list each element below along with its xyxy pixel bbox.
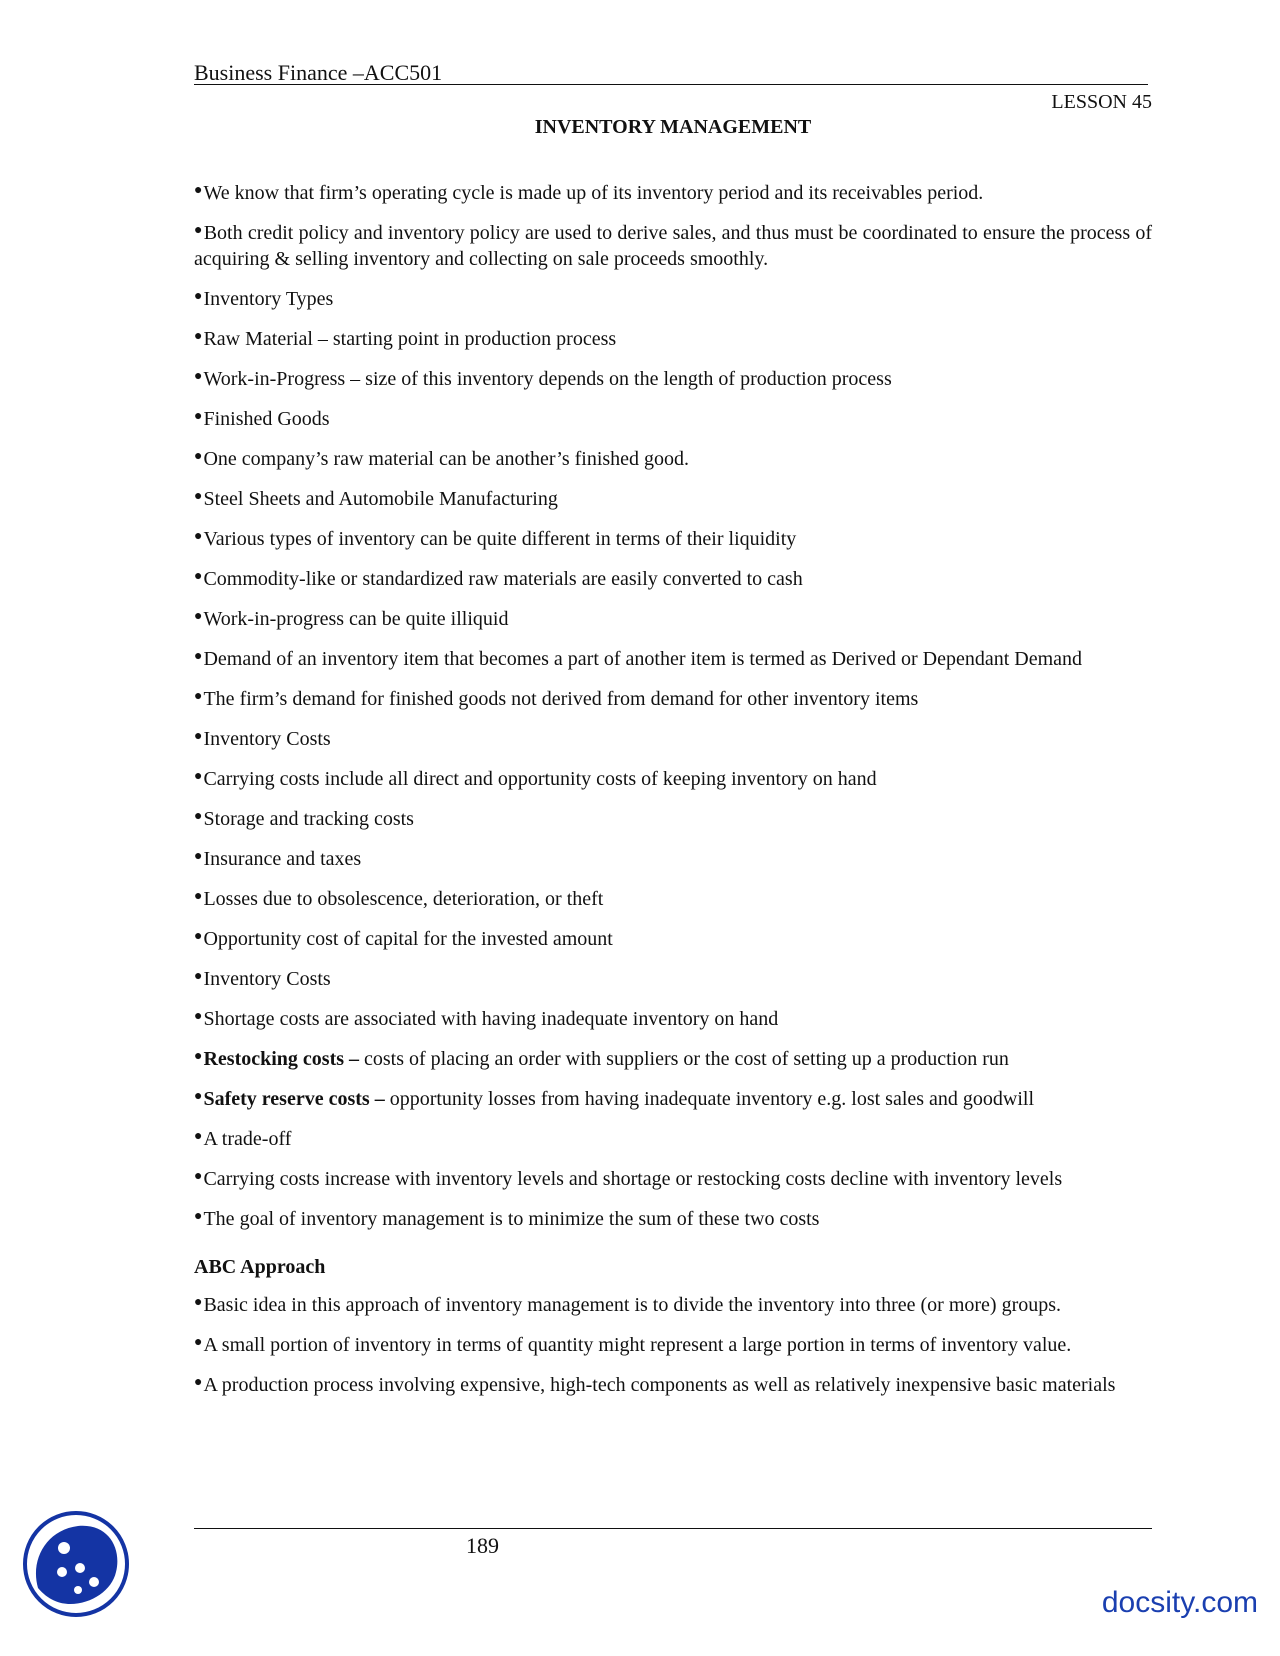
bullet-item: ●Losses due to obsolescence, deterioration, or theft <box>194 888 604 910</box>
bullet-item: ●Carrying costs increase with inventory levels and shortage or restocking costs decline with inventory levels <box>194 1168 1063 1190</box>
page-number: 189 <box>466 1533 499 1558</box>
safety-term: Safety reserve costs – <box>203 1088 385 1110</box>
course-title: Business Finance –ACC501 <box>194 60 443 85</box>
bullet-item: ●Inventory Costs <box>194 728 331 750</box>
footer-divider <box>194 1528 1152 1529</box>
docsity-logo-icon[interactable] <box>22 1510 130 1618</box>
header-divider <box>194 84 1148 85</box>
bullet-item: ●We know that firm’s operating cycle is made up of its inventory period and its receivables period. <box>194 182 984 204</box>
bullet-item: ●One company’s raw material can be another’s finished good. <box>194 448 690 470</box>
section-heading-abc: ABC Approach <box>194 1256 326 1278</box>
bullet-item: ●Work-in-Progress – size of this inventory depends on the length of production process <box>194 368 892 390</box>
restocking-term: Restocking costs – <box>203 1048 360 1070</box>
bullet-item: ●The firm’s demand for finished goods not derived from demand for other inventory items <box>194 688 919 710</box>
bullet-item: ●Shortage costs are associated with having inadequate inventory on hand <box>194 1008 779 1030</box>
bullet-item-safety: ●Safety reserve costs – opportunity losses from having inadequate inventory e.g. lost sales and goodwill <box>194 1088 1035 1110</box>
bullet-item: ●Various types of inventory can be quite different in terms of their liquidity <box>194 528 797 550</box>
bullet-item-restocking: ●Restocking costs – costs of placing an order with suppliers or the cost of setting up a production run <box>194 1048 1009 1070</box>
bullet-item: ●Demand of an inventory item that becomes a part of another item is termed as Derived or Dependant Demand <box>194 648 1083 670</box>
bullet-item: ●Basic idea in this approach of inventory management is to divide the inventory into three (or more) groups. <box>194 1294 1062 1316</box>
bullet-item: ●Inventory Costs <box>194 968 331 990</box>
bullet-item: ●Insurance and taxes <box>194 848 362 870</box>
page-title: INVENTORY MANAGEMENT <box>534 116 812 138</box>
docsity-brand-link[interactable]: docsity.com <box>1101 1586 1258 1619</box>
bullet-item: ●Commodity-like or standardized raw materials are easily converted to cash <box>194 568 803 590</box>
bullet-item: ●A production process involving expensive, high-tech components as well as relatively inexpensive basic materials <box>194 1374 1116 1396</box>
bullet-item: ●Work-in-progress can be quite illiquid <box>194 608 509 630</box>
bullet-item: ●Storage and tracking costs <box>194 808 414 830</box>
bullet-item: ●Both credit policy and inventory policy are used to derive sales, and thus must be coordinated to ensure the process of acquiring & selling inventory and collecting on sale proceeds smoothly. <box>194 222 1152 270</box>
lesson-label: LESSON 45 <box>1051 91 1152 113</box>
bullet-item: ●Steel Sheets and Automobile Manufacturing <box>194 488 558 510</box>
bullet-item: ●Raw Material – starting point in production process <box>194 328 617 350</box>
bullet-item: ●A trade-off <box>194 1128 292 1150</box>
bullet-item: ●Opportunity cost of capital for the invested amount <box>194 928 613 950</box>
document-body <box>194 178 1152 1410</box>
bullet-item: ●Inventory Types <box>194 288 334 310</box>
bullet-item: ●A small portion of inventory in terms of quantity might represent a large portion in terms of inventory value. <box>194 1334 1072 1356</box>
bullet-item: ●The goal of inventory management is to minimize the sum of these two costs <box>194 1208 820 1230</box>
bullet-item: ●Finished Goods <box>194 408 330 430</box>
bullet-item: ●Carrying costs include all direct and opportunity costs of keeping inventory on hand <box>194 768 877 790</box>
